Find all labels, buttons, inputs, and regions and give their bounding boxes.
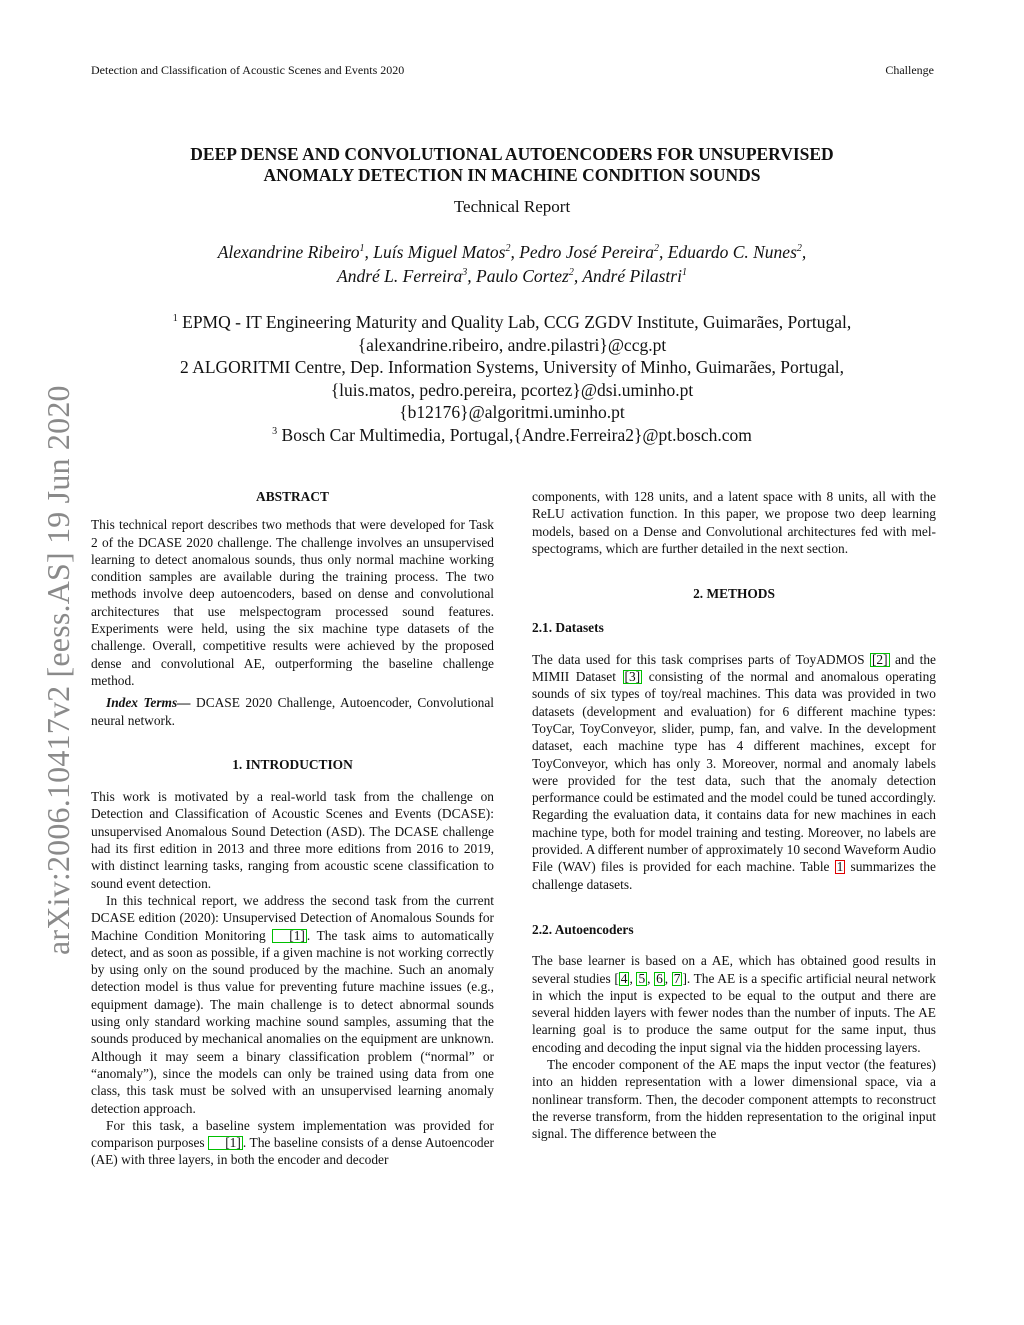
paragraph-text: . The baseline consists of a dense Autoencoder (AE) with three layers, in both the encoder and decoder [91, 1135, 494, 1168]
author-list [100, 240, 924, 288]
continued-paragraph: components, with 128 units, and a latent space with 8 units, all with the ReLU activation function. In this paper, we propose two deep learning models, based on a Dense and Convolutional architectures fed with mel-spectograms, which are further detailed in the next section. [532, 489, 936, 556]
index-terms [91, 694, 494, 729]
index-terms-label: Index Terms— [106, 695, 191, 711]
author-line-1 [100, 240, 924, 264]
author-name: André L. Ferreira [337, 266, 463, 286]
affiliation-text: EPMQ - IT Engineering Maturity and Quality Lab, CCG ZGDV Institute, Guimarães, Portugal, [177, 312, 852, 332]
paragraph-text: ]. The AE is a specific artificial neural network in which the input is expected to be equal to the output and there are several hidden layers with fewer nodes than the number of inputs. The AE learning goal is to produce the same output for the same input, thus encoding and decoding the input signal via the hidden processing layers. [532, 970, 936, 1055]
citation-link[interactable]: [2] [871, 651, 888, 667]
affiliation-2-email-1: {luis.matos, pedro.pereira, pcortez}@dsi.uminho.pt [330, 379, 694, 400]
intro-paragraph-1: This work is motivated by a real-world task from the challenge on Detection and Classification of Acoustic Scenes and Events (DCASE): unsupervised Anomalous Sound Detection (ASD). The DCASE challenge had its first edition in 2013 and three more editions from 2016 to 2019, with distinct learning tasks, ranging from acoustic scene classification to sound event detection. [91, 789, 494, 891]
subsection-heading-datasets: 2.1. Datasets [532, 620, 604, 636]
author-name: André Pilastri [582, 266, 682, 286]
author-line-2 [100, 264, 924, 288]
paper-subtitle: Technical Report [453, 197, 571, 216]
author-name: Pedro José Pereira [519, 242, 654, 262]
affiliation-2-email-2: {b12176}@algoritmi.uminho.pt [399, 402, 625, 422]
author-affiliation-mark: 2 [653, 243, 659, 254]
left-column [91, 488, 494, 1169]
title-line-1: DEEP DENSE AND CONVOLUTIONAL AUTOENCODERS FOR UNSUPERVISED [190, 144, 834, 164]
table-reference-link[interactable]: 1 [836, 859, 844, 875]
author-name: Alexandrine Ribeiro [217, 242, 360, 262]
author-separator: , [801, 242, 807, 262]
author-name: Paulo Cortez [476, 266, 569, 286]
affiliation-3 [100, 424, 924, 447]
autoencoders-paragraph-1: The base learner is based on a AE, which has obtained good results in several studies [ 4 , 5 , 6 , 7 ]. The AE is a specific artificial neural network in which the input is expected to be equal to the output and there are several hidden layers with fewer nodes than the number of inputs. The AE learning goal is to produce the same output for the same input, thus encoding and decoding the input signal via the hidden processing layers. [532, 953, 936, 1055]
citation-link[interactable]: 4 [620, 970, 628, 986]
arxiv-stamp[interactable]: arXiv:2006.10417v2 [eess.AS] 19 Jun 2020 [40, 385, 76, 955]
author-separator: , [467, 266, 477, 286]
intro-paragraph-2 [91, 892, 494, 1117]
section-heading-introduction: 1. INTRODUCTION [232, 756, 353, 772]
paragraph-text: and the MIMII Dataset [532, 651, 936, 685]
author-name: Eduardo C. Nunes [667, 242, 797, 262]
running-header-right: Challenge [885, 63, 934, 77]
paragraph-text: For this task, a baseline system implementation was provided for comparison purposes [91, 1117, 494, 1151]
running-header-left: Detection and Classification of Acoustic Scenes and Events 2020 [91, 63, 405, 77]
affiliation-number: 3 [272, 425, 278, 437]
paper-title [112, 144, 912, 186]
index-terms-text: DCASE 2020 Challenge, Autoencoder, Convolutional neural network. [91, 695, 495, 728]
author-affiliation-mark: 3 [462, 267, 468, 278]
author-affiliation-mark: 2 [568, 267, 574, 278]
citation-link[interactable]: 7 [673, 970, 681, 986]
citation-link[interactable]: [1] [272, 929, 307, 943]
paragraph-text: The base learner is based on a AE, which has obtained good results in several studies [ [532, 953, 936, 986]
paragraph-text: . The task aims to automatically detect, and as soon as possible, if a given machine is not working correctly by using only on the sound produced by the machine. Such an anomaly detection model is thus value for preventing future machine issues (e.g., equipment damage). The main challenge is to detect abnormal sounds using only standard working machine sound samples, assuming that the sounds produced by mechanical anomalies on the equipment are unknown. Although it may seem a binary classification problem (“normal” or “anomaly”), since the models can only be trained using data from one class, this task must be solved with an unsupervised learning anomaly detection approach. [91, 927, 494, 1116]
autoencoders-paragraph-2: The encoder component of the AE maps the input vector (the features) into an hidden representation with a lower dimensional space, via a nonlinear transform. Then, the decoder component attempts to reconstruct the reverse transform, from the hidden representation to the original input signal. The difference between the [532, 1057, 936, 1142]
citation-link[interactable]: [3] [624, 669, 641, 685]
datasets-paragraph [532, 651, 936, 893]
section-heading-methods: 2. METHODS [693, 586, 775, 602]
title-line-2: ANOMALY DETECTION IN MACHINE CONDITION SOUNDS [263, 165, 761, 185]
author-affiliation-mark: 2 [796, 243, 802, 254]
citation-link[interactable]: 5 [638, 970, 646, 986]
citation-link[interactable]: 6 [656, 970, 663, 986]
affiliation-text: Bosch Car Multimedia, Portugal,{Andre.Ferreira2}@pt.bosch.com [277, 424, 752, 445]
paragraph-text: In this technical report, we address the second task from the current DCASE edition (2020): Unsupervised Detection of Anomalous Sounds for Machine Condition Monitoring [91, 892, 494, 943]
intro-paragraph-3 [91, 1117, 494, 1169]
affiliation-2: 2 ALGORITMI Centre, Dep. Information Systems, University of Minho, Guimarães, Portugal, [180, 357, 844, 377]
author-separator: , [364, 242, 374, 262]
author-affiliation-mark: 2 [505, 243, 511, 254]
author-name: Luís Miguel Matos [373, 242, 506, 262]
affiliations [100, 311, 924, 446]
abstract-text: This technical report describes two methods that were developed for Task 2 of the DCASE 2020 challenge. The challenge involves an unsupervised learning to detect anomalous sounds, thus only normal machine working condition samples are available during the training process. The two methods involve deep autoencoders, based on dense and convolutional architectures that use melspectogram processed sound features. Experiments were held, using the six machine type datasets of the challenge. Overall, competitive results were achieved by the proposed dense and convolutional AE, outperforming the baseline challenge method. [91, 517, 494, 688]
author-separator: , [658, 242, 668, 262]
author-affiliation-mark: 1 [681, 267, 687, 278]
paragraph-text: consisting of the normal and anomalous operating sounds of six types of toy/real machines. This data was provided in two datasets (development and evaluation) for 6 different machine types: ToyCar, ToyConveyor, slider, pump, fan, and valve. In the development dataset, each machine type has 4 different machines, except for ToyConveyor, which has only 3. Moreover, normal and anomaly labels were provided for the test data, such that the anomaly detection performance could be estimated and the model could be tuned accordingly. Regarding the evaluation data, it contains data for new machines in each machine type, both for model training and testing. Moreover, no labels are provided. A different number of approximately 10 second Waveform Audio File (WAV) files is provided for each machine. Table [532, 669, 936, 875]
author-separator: , [573, 266, 583, 286]
paragraph-text: The data used for this task comprises parts of ToyADMOS [532, 651, 870, 667]
affiliation-number: 1 [172, 313, 178, 324]
paragraph-text: summarizes the challenge datasets. [532, 859, 936, 892]
affiliation-1-email: {alexandrine.ribeiro, andre.pilastri}@ccg.pt [357, 334, 667, 355]
abstract-heading: ABSTRACT [256, 489, 329, 504]
right-column [532, 488, 936, 1143]
affiliation-1 [100, 311, 924, 334]
author-separator: , [510, 242, 520, 262]
citation-link[interactable]: [1] [208, 1136, 243, 1150]
subsection-heading-autoencoders: 2.2. Autoencoders [532, 921, 634, 937]
author-affiliation-mark: 1 [359, 243, 365, 254]
